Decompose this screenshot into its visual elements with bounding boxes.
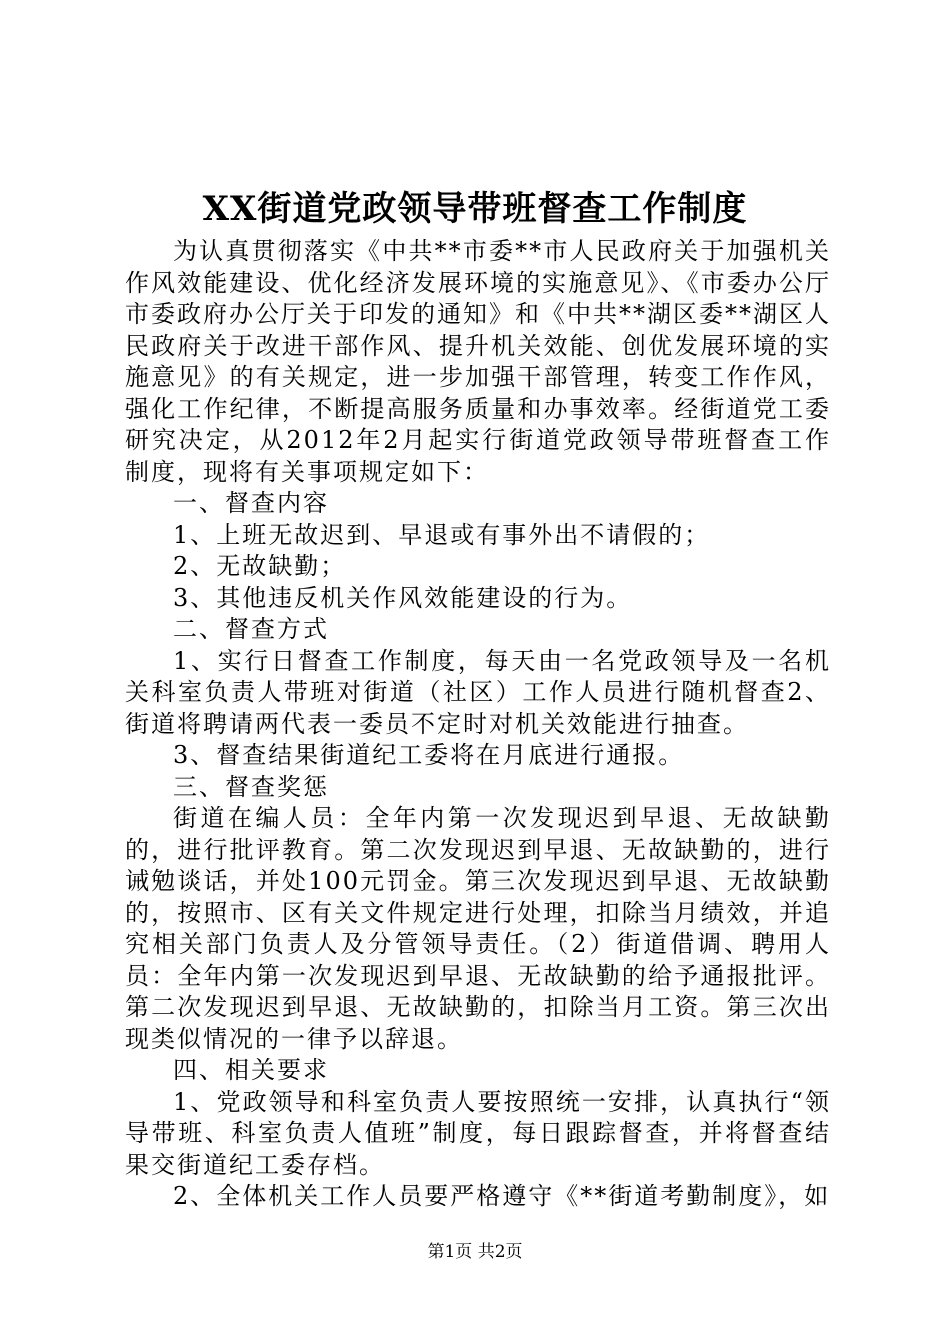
list-item: 1、党政领导和科室负责人要按照统一安排，认真执行“领导带班、科室负责人值班”制度，每日跟踪督查，并将督查结果交街道纪工委存档。 — [125, 1087, 831, 1179]
section-heading-3: 三、督查奖惩 — [173, 772, 329, 801]
list-item: 3、其他违反机关作风效能建设的行为。 — [173, 583, 633, 612]
list-item: 1、上班无故迟到、早退或有事外出不请假的； — [173, 520, 711, 549]
document-title: XX街道党政领导带班督查工作制度 — [202, 189, 748, 229]
section-heading-2: 二、督查方式 — [173, 615, 329, 643]
list-item: 1、实行日督查工作制度，每天由一名党政领导及一名机关科室负责人带班对街道（社区）工作人员进行随机督查2、街道将聘请两代表一委员不定时对机关效能进行抽查。 — [125, 646, 831, 738]
document-body — [125, 236, 831, 1213]
paragraph-intro: 为认真贯彻落实《中共**市委**市人民政府关于加强机关作风效能建设、优化经济发展环境的实施意见》、《市委办公厅市委政府办公厅关于印发的通知》和《中共**湖区委**湖区人民政府关于改进干部作风、提升机关效能、创优发展环境的实施意见》的有关规定，进一步加强干部管理，转变工作作风，强化工作纪律，不断提高服务质量和办事效率。经街道党工委研究决定，从2012年2月起实行街道党政领导带班督查工作制度，现将有关事项规定如下： — [125, 237, 831, 486]
paragraph-rewards: 街道在编人员：全年内第一次发现迟到早退、无故缺勤的，进行批评教育。第二次发现迟到早退、无故缺勤的，进行诫勉谈话，并处100元罚金。第三次发现迟到早退、无故缺勤的，按照市、区有关文件规定进行处理，扣除当月绩效，并追究相关部门负责人及分管领导责任。（2）街道借调、聘用人员：全年内第一次发现迟到早退、无故缺勤的给予通报批评。第二次发现迟到早退、无故缺勤的，扣除当月工资。第三次出现类似情况的一律予以辞退。 — [125, 804, 831, 1053]
section-heading-1: 一、督查内容 — [173, 489, 329, 517]
section-heading-4: 四、相关要求 — [173, 1056, 329, 1084]
list-item: 2、全体机关工作人员要严格遵守《**街道考勤制度》，如 — [173, 1182, 831, 1210]
list-item: 3、督查结果街道纪工委将在月底进行通报。 — [173, 741, 685, 769]
page-number-footer: 第1页 共2页 — [427, 1242, 523, 1262]
list-item: 2、无故缺勤； — [173, 552, 347, 580]
